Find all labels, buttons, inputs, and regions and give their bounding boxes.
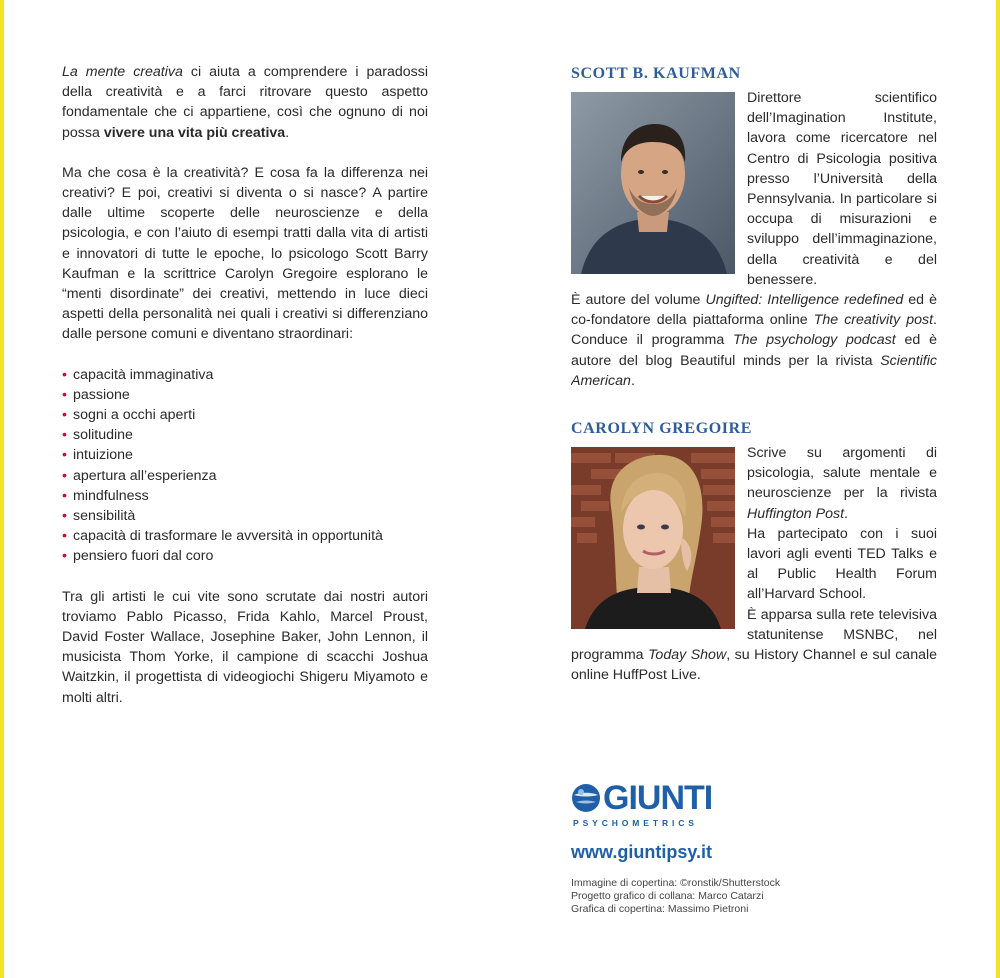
yellow-border-right (996, 0, 1000, 978)
description-paragraph: Ma che cosa è la creatività? E cosa fa la differenza nei creativi? E poi, creativi si diventa o si nasce? A partire dalle ultime scoperte delle neuroscienze e della psicologia, e con l’aiuto di esempi tratti dalla vita di artisti e innovatori di tutte le epoche, lo psicologo Scott Barry Kaufman e la scrittrice Carolyn Gregoire esplorano le “menti disordinate” dei creativi, mettendo in luce dieci aspetti della personalità nei quali i creativi si differenziano dalle persone comuni e diventano straordinari: (62, 164, 428, 343)
author-name: CAROLYN GREGOIRE (571, 420, 753, 438)
bio-kaufman-works: È autore del volume Ungifted: Intelligence redefined ed è co-fondatore della piattaforma online The creativity post. Conduce il programma The psychology podcast ed è autore del blog Beautiful minds per la rivista Scientific American. (571, 292, 937, 389)
bio-gregoire-intro: Scrive su argomenti di psicologia, salute mentale e neuroscienze per la rivista Huffington Post. (747, 445, 937, 522)
list-item: • sogni a occhi aperti (62, 405, 428, 425)
blurb-column (62, 62, 428, 708)
author-photo-kaufman (571, 92, 735, 274)
tagline-bold: vivere una vita più creativa (103, 124, 286, 141)
author-photo-gregoire (571, 447, 735, 629)
publisher-logo (571, 780, 871, 816)
list-item: • capacità di trasformare le avversità in opportunità (62, 526, 428, 546)
credits (571, 877, 871, 916)
yellow-border-left (0, 0, 4, 978)
list-item: • sensibilità (62, 506, 428, 526)
credit-line: Grafica di copertina: Massimo Pietroni (571, 903, 749, 915)
author-kaufman (571, 64, 937, 391)
list-item: • apertura all’esperienza (62, 466, 428, 486)
traits-list (62, 365, 428, 567)
bio-gregoire-events: Ha partecipato con i suoi lavori agli eventi TED Talks e al Public Health Forum all’Harvard School. (747, 525, 937, 603)
list-item: • solitudine (62, 425, 428, 445)
book-title: La mente creativa (62, 64, 183, 80)
list-item: • intuizione (62, 445, 428, 465)
publisher-website: www.giuntipsy.it (571, 842, 712, 862)
intro-paragraph: La mente creativa ci aiuta a comprendere i paradossi della creatività e a farci ritrovare questo aspetto fondamentale che ci appartiene, così che ognuno di noi possa vivere una vita più creativa. (62, 64, 428, 141)
credit-line: Immagine di copertina: ©ronstik/Shutterstock (571, 877, 781, 889)
publisher-block (571, 780, 871, 916)
logo-subtitle: PSYCHOMETRICS (573, 818, 698, 828)
list-item: • passione (62, 385, 428, 405)
bio-kaufman-intro: Direttore scientifico dell’Imagination Institute, lavora come ricercatore nel Centro di Psicologia positiva presso l’Università della Pennsylvania. In particolare si occupa di misurazioni e sviluppo dell’immaginazione, della creatività e del benessere. (747, 90, 937, 288)
author-name: SCOTT B. KAUFMAN (571, 65, 741, 82)
list-item: • pensiero fuori dal coro (62, 546, 428, 566)
closing-paragraph: Tra gli artisti le cui vite sono scrutate dai nostri autori troviamo Pablo Picasso, Frida Kahlo, Marcel Proust, David Foster Wallace, Josephine Baker, John Lennon, il musicista Thom Yorke, il campione di scacchi Joshua Waitzkin, il progettista di videogiochi Shigeru Miyamoto e molti altri. (62, 588, 428, 706)
globe-icon (571, 783, 601, 813)
logo-wordmark: GIUNTI (603, 779, 713, 817)
bio-gregoire-tv: È apparsa sulla rete televisiva statunitense MSNBC, nel programma Today Show, su History Channel e sul canale online HuffPost Live. (571, 606, 937, 684)
authors-column (571, 64, 937, 685)
list-item: • capacità immaginativa (62, 365, 428, 385)
author-gregoire (571, 419, 937, 685)
list-item: • mindfulness (62, 486, 428, 506)
credit-line: Progetto grafico di collana: Marco Catarzi (571, 890, 764, 902)
